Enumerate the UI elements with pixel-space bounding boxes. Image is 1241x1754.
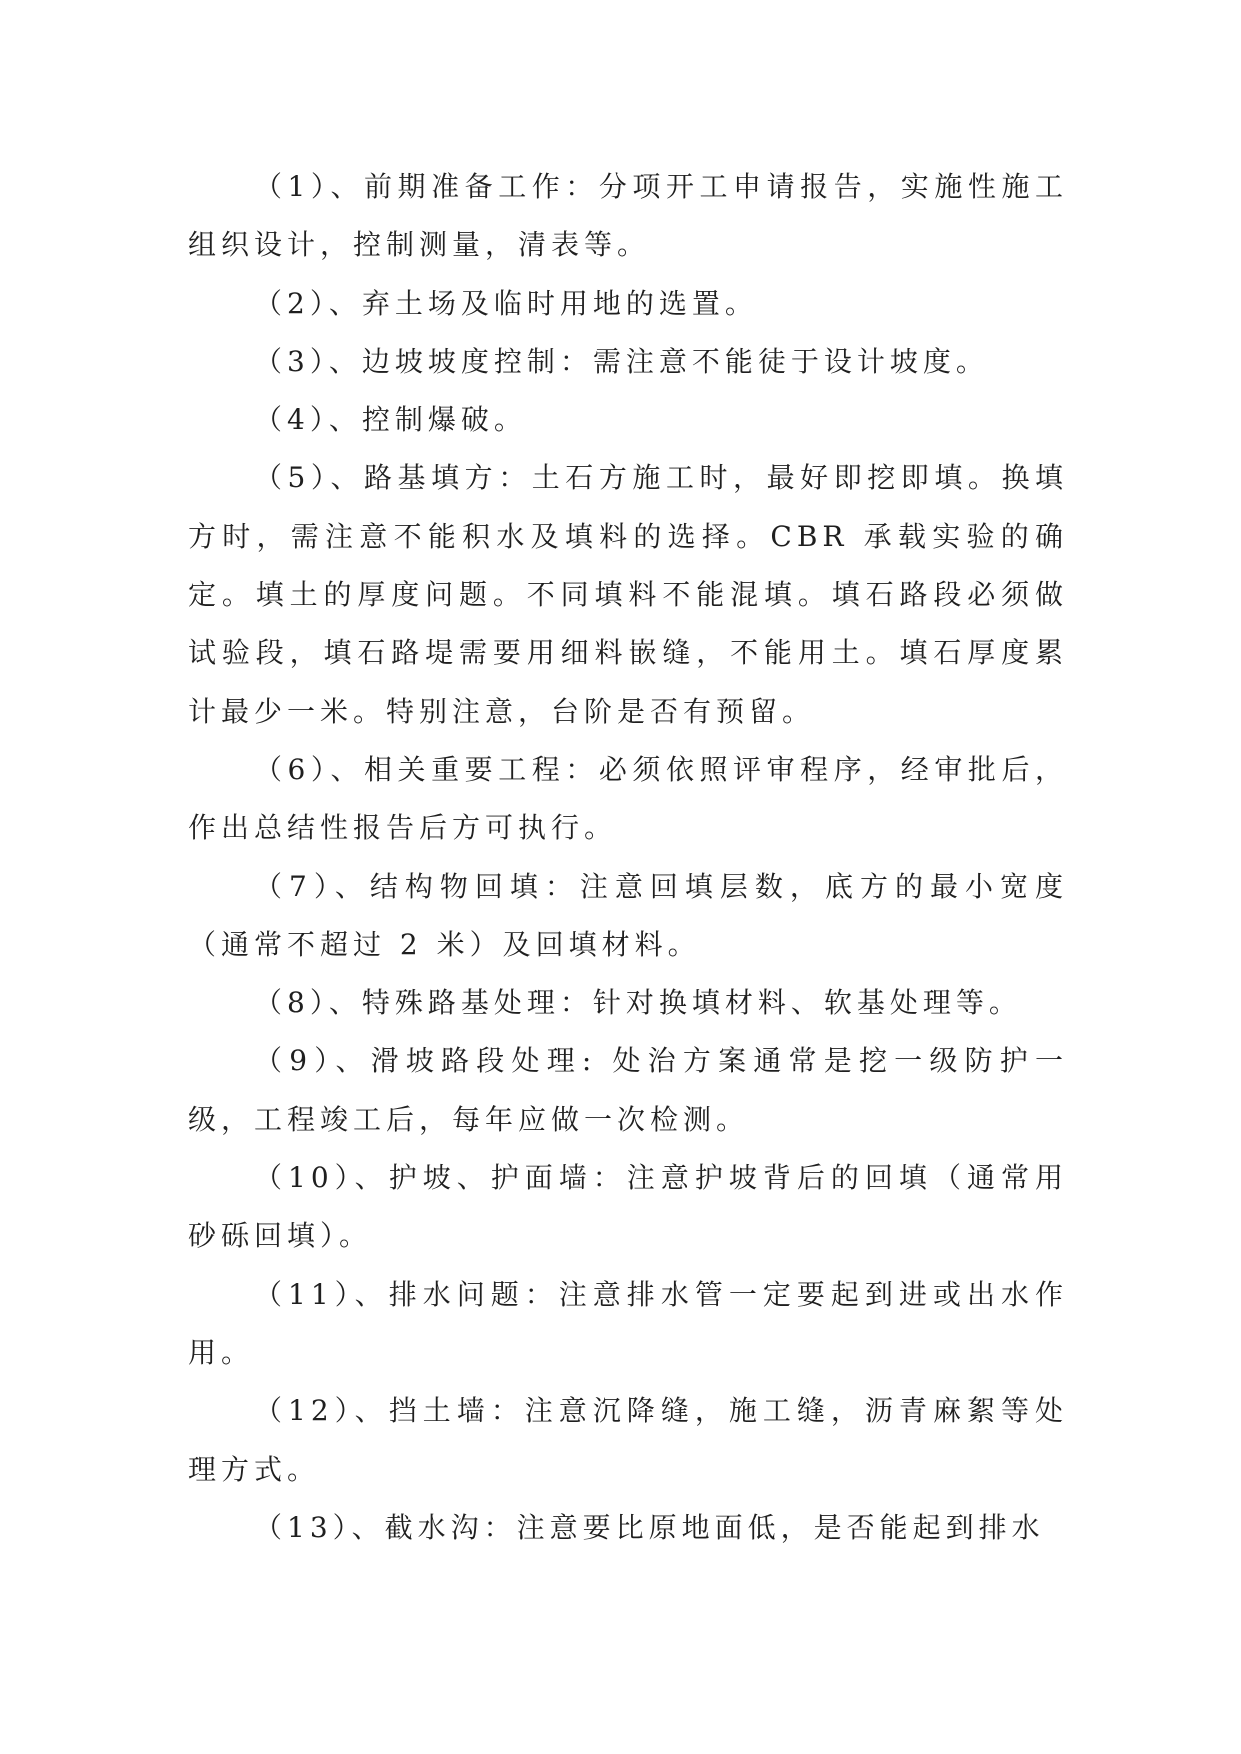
paragraph-10: （10）、护坡、护面墙：注意护坡背后的回填（通常用砂砾回填）。	[188, 1161, 1068, 1253]
document-body	[188, 158, 1068, 1557]
paragraph-1: （1）、前期准备工作：分项开工申请报告，实施性施工组织设计，控制测量，清表等。	[188, 170, 1068, 262]
paragraph-4: （4）、控制爆破。	[254, 403, 527, 437]
paragraph-13: （13）、截水沟：注意要比原地面低，是否能起到排水	[254, 1510, 1045, 1544]
paragraph-6: （6）、相关重要工程：必须依照评审程序，经审批后，作出总结性报告后方可执行。	[188, 752, 1068, 845]
paragraph-9: （9）、滑坡路段处理: 处治方案通常是挖一级防护一级，工程竣工后，每年应做一次检测。	[188, 1044, 1068, 1136]
paragraph-12: （12）、挡土墙：注意沉降缝，施工缝，沥青麻絮等处理方式。	[188, 1394, 1068, 1486]
paragraph-5: （5）、路基填方：土石方施工时，最好即挖即填。换填方时，需注意不能积水及填料的选择。CBR 承载实验的确定。填土的厚度问题。不同填料不能混填。填石路段必须做试验段，填石路堤需要用细料嵌缝，不能用土。填石厚度累计最少一米。特别注意，台阶是否有预留。	[188, 461, 1068, 728]
paragraph-11: （11）、排水问题：注意排水管一定要起到进或出水作用。	[188, 1277, 1068, 1369]
paragraph-7: （7）、结构物回填：注意回填层数，底方的最小宽度（通常不超过 2 米）及回填材料。	[188, 869, 1068, 961]
paragraph-8: （8）、特殊路基处理：针对换填材料、软基处理等。	[254, 986, 1022, 1020]
paragraph-2: （2）、弃土场及临时用地的选置。	[254, 286, 758, 320]
paragraph-3: （3）、边坡坡度控制：需注意不能徒于设计坡度。	[254, 344, 989, 378]
